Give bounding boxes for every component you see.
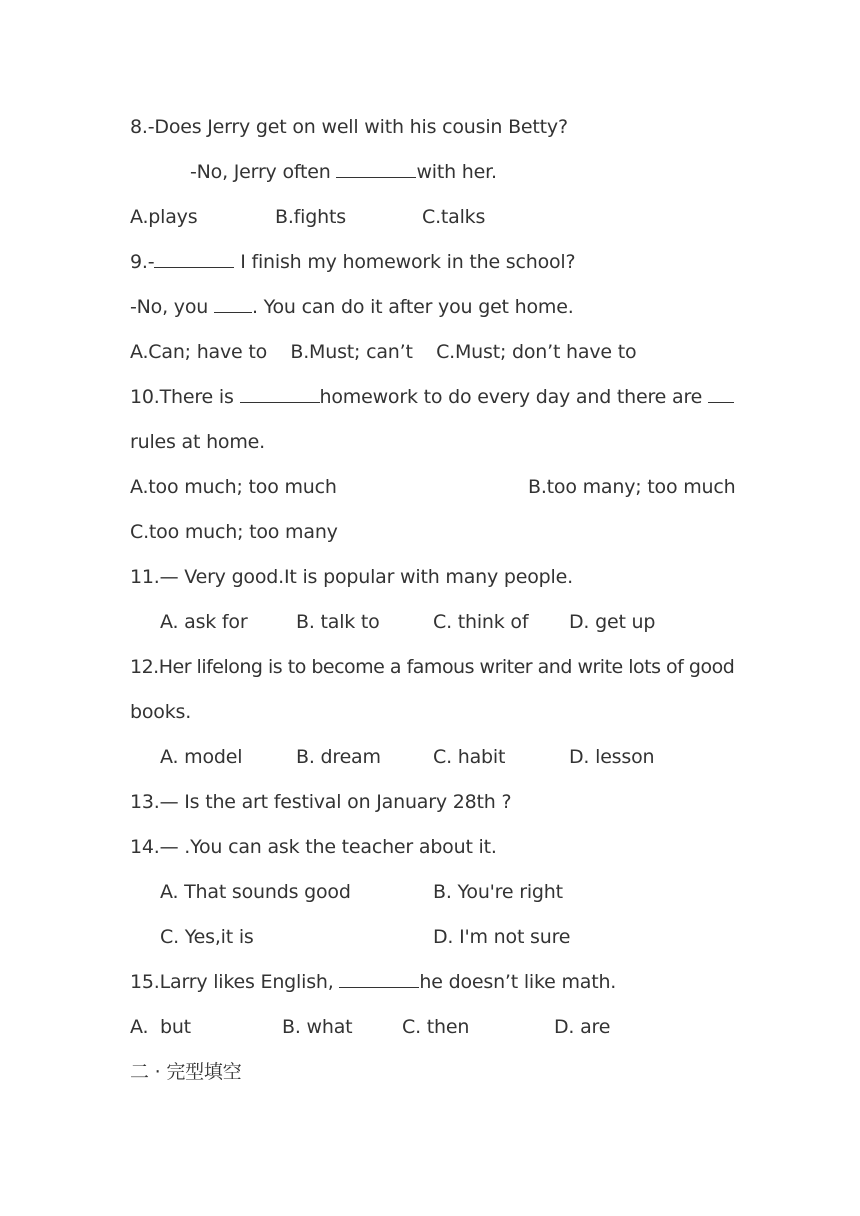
q10-option-b: B.too many; too much <box>528 476 736 498</box>
q15-option-b: B. what <box>282 1016 353 1038</box>
q9-reply <box>130 294 574 320</box>
q12-option-b: B. dream <box>296 746 381 768</box>
q14-option-c: C. Yes,it is <box>160 926 254 948</box>
answer-blank <box>154 249 234 268</box>
answer-blank <box>339 969 419 988</box>
q9-stem-start: 9.- <box>130 251 155 273</box>
q15-option-d: D. are <box>554 1016 611 1038</box>
q12-option-a: A. model <box>160 746 243 768</box>
q8-option-c: C.talks <box>422 206 486 228</box>
q12-option-d: D. lesson <box>569 746 655 768</box>
q9-stem <box>130 249 575 275</box>
q14-option-a: A. That sounds good <box>160 881 351 903</box>
q8-reply-end: with her. <box>416 161 497 183</box>
section-heading: 二 · 完型填空 <box>130 1061 242 1083</box>
q15-option-a: A. but <box>130 1016 191 1038</box>
q10-stem-middle: homework to do every day and there are <box>319 386 708 408</box>
q8-option-a: A.plays <box>130 206 198 228</box>
q15-stem <box>130 969 616 995</box>
q15-stem-end: he doesn’t like math. <box>419 971 617 993</box>
q8-reply-start: -No, Jerry often <box>190 161 337 183</box>
q14-option-d: D. I'm not sure <box>433 926 571 948</box>
q11-option-a: A. ask for <box>160 611 248 633</box>
q10-stem-continued: rules at home. <box>130 431 265 453</box>
q13-stem: 13.— Is the art festival on January 28th ? <box>130 791 512 813</box>
q9-options: A.Can; have to B.Must; can’t C.Must; don’t have to <box>130 341 637 363</box>
q9-reply-end: . You can do it after you get home. <box>251 296 574 318</box>
q14-stem: 14.— .You can ask the teacher about it. <box>130 836 497 858</box>
q10-option-a: A.too much; too much <box>130 476 337 498</box>
q11-stem: 11.— Very good.It is popular with many people. <box>130 566 573 588</box>
q10-option-c: C.too much; too many <box>130 521 338 543</box>
q12-option-c: C. habit <box>433 746 506 768</box>
q10-stem-start: 10.There is <box>130 386 240 408</box>
q15-option-c: C. then <box>402 1016 470 1038</box>
answer-blank <box>240 384 320 403</box>
q14-option-b: B. You're right <box>433 881 563 903</box>
q11-option-b: B. talk to <box>296 611 380 633</box>
q11-option-d: D. get up <box>569 611 656 633</box>
q15-stem-start: 15.Larry likes English, <box>130 971 340 993</box>
q8-reply <box>190 159 497 185</box>
q10-stem <box>130 384 734 410</box>
answer-blank <box>708 384 734 403</box>
answer-blank <box>336 159 416 178</box>
q8-option-b: B.fights <box>275 206 346 228</box>
q8-stem: 8.-Does Jerry get on well with his cousin Betty? <box>130 116 568 138</box>
q11-option-c: C. think of <box>433 611 529 633</box>
q9-reply-start: -No, you <box>130 296 214 318</box>
q9-stem-end: I finish my homework in the school? <box>234 251 576 273</box>
answer-blank <box>214 294 252 313</box>
q12-stem: 12.Her lifelong is to become a famous writer and write lots of good <box>130 656 735 678</box>
q12-stem-continued: books. <box>130 701 192 723</box>
